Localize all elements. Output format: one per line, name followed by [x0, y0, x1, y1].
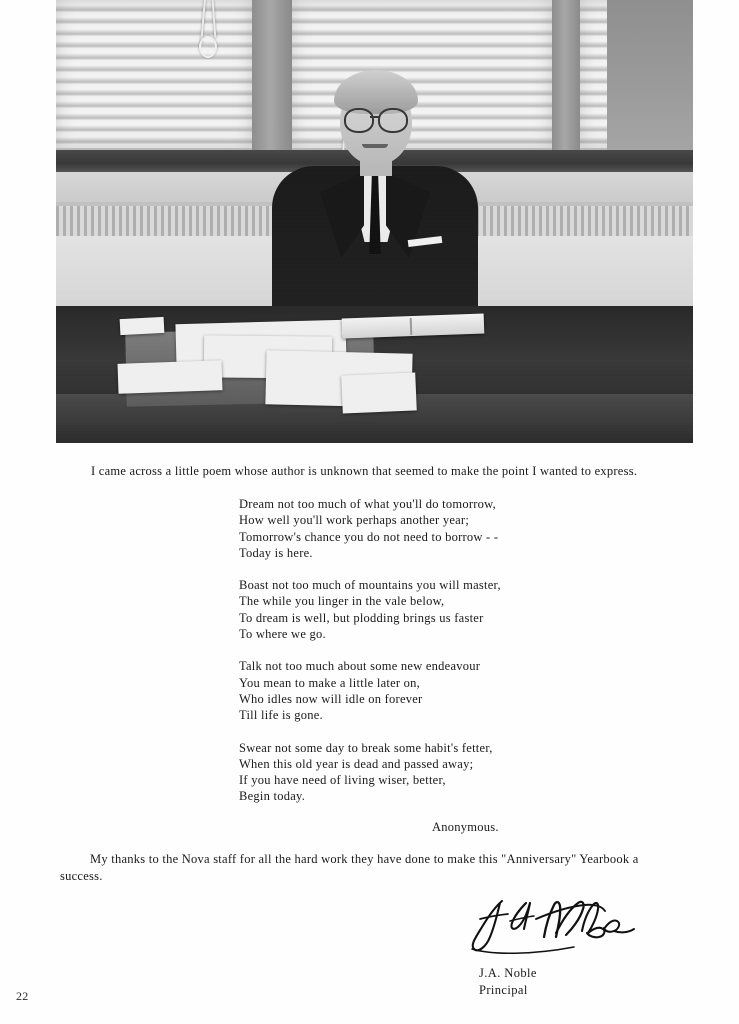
poem: [239, 496, 559, 821]
blind-cord-loop: [199, 36, 217, 58]
poem-stanza: [239, 740, 559, 805]
poem-line: To dream is well, but plodding brings us faster: [239, 610, 484, 625]
eyeglasses-bridge: [370, 116, 380, 118]
poem-line: Till life is gone.: [239, 708, 323, 723]
window-mullion-right: [552, 0, 580, 150]
mouth: [362, 144, 388, 148]
desk-paper: [118, 360, 223, 394]
poem-line: If you have need of living wiser, better,: [239, 773, 446, 788]
principal-photograph: [56, 0, 693, 443]
eyeglasses-right-lens: [378, 108, 408, 133]
eyeglasses-left-lens: [344, 108, 374, 133]
poem-line: Swear not some day to break some habit's fetter,: [239, 740, 493, 755]
poem-stanza: [239, 658, 559, 723]
poem-attribution: Anonymous.: [432, 820, 499, 834]
poem-line: Talk not too much about some new endeavour: [239, 659, 481, 674]
signer-title: Principal: [479, 983, 528, 997]
page-number: 22: [16, 989, 29, 1003]
desk-paper: [341, 372, 417, 413]
venetian-blinds-left: [56, 0, 252, 148]
poem-line: You mean to make a little later on,: [239, 675, 421, 690]
handwritten-signature: [462, 893, 642, 959]
poem-stanza: [239, 577, 559, 642]
seated-man: [272, 60, 478, 318]
intro-paragraph: I came across a little poem whose author is unknown that seemed to make the point I wanted to express.: [91, 464, 638, 478]
poem-line: Today is here.: [239, 545, 313, 560]
poem-line: The while you linger in the vale below,: [239, 594, 445, 609]
poem-line: To where we go.: [239, 627, 326, 642]
wall-panel-right: [607, 0, 693, 150]
thanks-paragraph: My thanks to the Nova staff for all the hard work they have done to make this "Anniversary" Yearbook a success.: [60, 852, 639, 883]
poem-line: Begin today.: [239, 789, 306, 804]
desk-paper: [120, 317, 165, 335]
poem-stanza: [239, 496, 559, 561]
poem-line: Boast not too much of mountains you will master,: [239, 578, 501, 593]
poem-line: Tomorrow's chance you do not need to borrow - -: [239, 529, 499, 544]
poem-line: When this old year is dead and passed away;: [239, 756, 474, 771]
poem-line: How well you'll work perhaps another year;: [239, 513, 470, 528]
poem-line: Who idles now will idle on forever: [239, 691, 423, 706]
hair: [334, 70, 418, 114]
signer-name: J.A. Noble: [479, 966, 537, 980]
signature-block: [479, 965, 537, 999]
poem-line: Dream not too much of what you'll do tomorrow,: [239, 497, 496, 511]
